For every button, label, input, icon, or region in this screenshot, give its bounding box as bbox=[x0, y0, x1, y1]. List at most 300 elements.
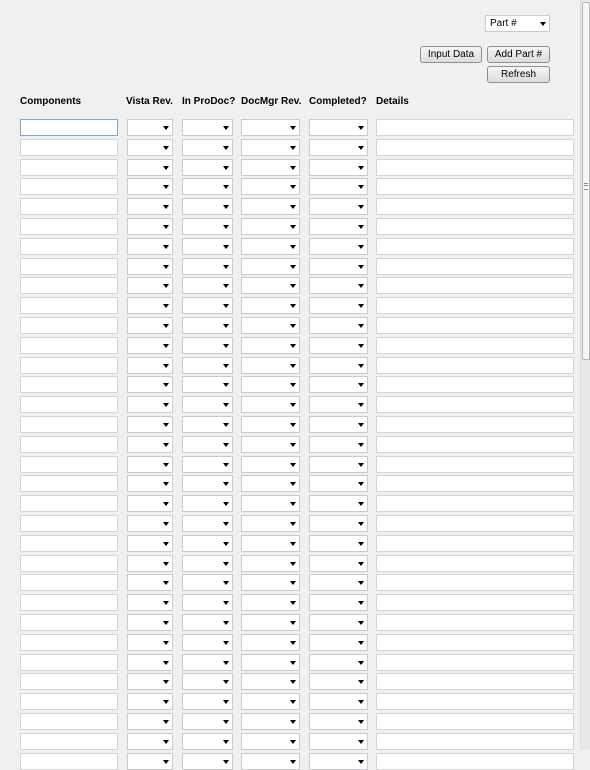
chevron-down-icon bbox=[290, 760, 296, 764]
in-prodoc-select[interactable] bbox=[182, 515, 233, 532]
chevron-down-icon bbox=[223, 284, 229, 288]
vista-rev-select[interactable] bbox=[127, 317, 173, 334]
chevron-down-icon bbox=[358, 680, 364, 684]
docmgr-rev-select[interactable] bbox=[241, 258, 300, 275]
completed-select[interactable] bbox=[309, 634, 368, 651]
components-field[interactable] bbox=[20, 456, 118, 473]
vista-rev-select[interactable] bbox=[127, 495, 173, 512]
chevron-down-icon bbox=[223, 205, 229, 209]
in-prodoc-select[interactable] bbox=[182, 456, 233, 473]
in-prodoc-select[interactable] bbox=[182, 693, 233, 710]
in-prodoc-select[interactable] bbox=[182, 238, 233, 255]
docmgr-rev-select[interactable] bbox=[241, 713, 300, 730]
completed-select[interactable] bbox=[309, 178, 368, 195]
details-field[interactable] bbox=[376, 139, 574, 156]
components-field[interactable] bbox=[20, 357, 118, 374]
grip-icon bbox=[584, 183, 588, 190]
docmgr-rev-select[interactable] bbox=[241, 139, 300, 156]
in-prodoc-select[interactable] bbox=[182, 654, 233, 671]
chevron-down-icon bbox=[290, 482, 296, 486]
chevron-down-icon bbox=[163, 225, 169, 229]
chevron-down-icon bbox=[290, 205, 296, 209]
details-field[interactable] bbox=[376, 495, 574, 512]
chevron-down-icon bbox=[223, 146, 229, 150]
completed-select[interactable] bbox=[309, 594, 368, 611]
vista-rev-select[interactable] bbox=[127, 713, 173, 730]
vista-rev-select[interactable] bbox=[127, 337, 173, 354]
chevron-down-icon bbox=[223, 502, 229, 506]
in-prodoc-select[interactable] bbox=[182, 436, 233, 453]
completed-select[interactable] bbox=[309, 337, 368, 354]
completed-select[interactable] bbox=[309, 218, 368, 235]
docmgr-rev-select[interactable] bbox=[241, 693, 300, 710]
details-field[interactable] bbox=[376, 119, 574, 136]
in-prodoc-select[interactable] bbox=[182, 574, 233, 591]
vista-rev-select[interactable] bbox=[127, 139, 173, 156]
completed-select[interactable] bbox=[309, 614, 368, 631]
chevron-down-icon bbox=[223, 463, 229, 467]
in-prodoc-select[interactable] bbox=[182, 178, 233, 195]
docmgr-rev-select[interactable] bbox=[241, 159, 300, 176]
docmgr-rev-select[interactable] bbox=[241, 535, 300, 552]
chevron-down-icon bbox=[358, 146, 364, 150]
chevron-down-icon bbox=[290, 581, 296, 585]
chevron-down-icon bbox=[358, 700, 364, 704]
in-prodoc-select[interactable] bbox=[182, 258, 233, 275]
components-field[interactable] bbox=[20, 673, 118, 690]
completed-select[interactable] bbox=[309, 159, 368, 176]
details-field[interactable] bbox=[376, 574, 574, 591]
chevron-down-icon bbox=[358, 502, 364, 506]
chevron-down-icon bbox=[358, 641, 364, 645]
header-in-prodoc: In ProDoc? bbox=[182, 96, 236, 107]
docmgr-rev-select[interactable] bbox=[241, 396, 300, 413]
completed-select[interactable] bbox=[309, 574, 368, 591]
chevron-down-icon bbox=[163, 364, 169, 368]
chevron-down-icon bbox=[163, 344, 169, 348]
completed-select[interactable] bbox=[309, 258, 368, 275]
vista-rev-select[interactable] bbox=[127, 297, 173, 314]
details-field[interactable] bbox=[376, 258, 574, 275]
in-prodoc-select[interactable] bbox=[182, 416, 233, 433]
components-field[interactable] bbox=[20, 317, 118, 334]
vista-rev-select[interactable] bbox=[127, 258, 173, 275]
chevron-down-icon bbox=[290, 641, 296, 645]
vista-rev-select[interactable] bbox=[127, 277, 173, 294]
chevron-down-icon bbox=[290, 601, 296, 605]
details-field[interactable] bbox=[376, 634, 574, 651]
details-field[interactable] bbox=[376, 337, 574, 354]
in-prodoc-select[interactable] bbox=[182, 733, 233, 750]
chevron-down-icon bbox=[223, 680, 229, 684]
chevron-down-icon bbox=[290, 403, 296, 407]
chevron-down-icon bbox=[358, 562, 364, 566]
chevron-down-icon bbox=[358, 225, 364, 229]
chevron-down-icon bbox=[290, 423, 296, 427]
components-field[interactable] bbox=[20, 594, 118, 611]
details-field[interactable] bbox=[376, 614, 574, 631]
components-field[interactable] bbox=[20, 634, 118, 651]
completed-select[interactable] bbox=[309, 436, 368, 453]
chevron-down-icon bbox=[163, 383, 169, 387]
chevron-down-icon bbox=[223, 581, 229, 585]
components-field[interactable] bbox=[20, 495, 118, 512]
chevron-down-icon bbox=[163, 482, 169, 486]
components-field[interactable] bbox=[20, 475, 118, 492]
in-prodoc-select[interactable] bbox=[182, 673, 233, 690]
in-prodoc-select[interactable] bbox=[182, 753, 233, 770]
completed-select[interactable] bbox=[309, 297, 368, 314]
chevron-down-icon bbox=[223, 364, 229, 368]
vertical-scrollbar[interactable] bbox=[580, 0, 590, 750]
docmgr-rev-select[interactable] bbox=[241, 337, 300, 354]
chevron-down-icon bbox=[358, 364, 364, 368]
completed-select[interactable] bbox=[309, 198, 368, 215]
completed-select[interactable] bbox=[309, 357, 368, 374]
completed-select[interactable] bbox=[309, 277, 368, 294]
completed-select[interactable] bbox=[309, 693, 368, 710]
details-field[interactable] bbox=[376, 376, 574, 393]
docmgr-rev-select[interactable] bbox=[241, 238, 300, 255]
in-prodoc-select[interactable] bbox=[182, 495, 233, 512]
chevron-down-icon bbox=[358, 661, 364, 665]
docmgr-rev-select[interactable] bbox=[241, 733, 300, 750]
chevron-down-icon bbox=[163, 740, 169, 744]
chevron-down-icon bbox=[223, 641, 229, 645]
components-field[interactable] bbox=[20, 733, 118, 750]
chevron-down-icon bbox=[163, 205, 169, 209]
components-field[interactable] bbox=[20, 654, 118, 671]
components-field[interactable] bbox=[20, 376, 118, 393]
vista-rev-select[interactable] bbox=[127, 673, 173, 690]
chevron-down-icon bbox=[358, 760, 364, 764]
details-field[interactable] bbox=[376, 555, 574, 572]
details-field[interactable] bbox=[376, 436, 574, 453]
details-field[interactable] bbox=[376, 594, 574, 611]
components-field[interactable] bbox=[20, 614, 118, 631]
details-field[interactable] bbox=[376, 654, 574, 671]
chevron-down-icon bbox=[223, 700, 229, 704]
docmgr-rev-select[interactable] bbox=[241, 594, 300, 611]
details-field[interactable] bbox=[376, 178, 574, 195]
details-field[interactable] bbox=[376, 238, 574, 255]
in-prodoc-select[interactable] bbox=[182, 317, 233, 334]
chevron-down-icon bbox=[163, 324, 169, 328]
chevron-down-icon bbox=[358, 185, 364, 189]
chevron-down-icon bbox=[163, 621, 169, 625]
chevron-down-icon bbox=[290, 522, 296, 526]
details-field[interactable] bbox=[376, 713, 574, 730]
vista-rev-select[interactable] bbox=[127, 416, 173, 433]
chevron-down-icon bbox=[223, 166, 229, 170]
header-details: Details bbox=[376, 96, 409, 107]
chevron-down-icon bbox=[290, 383, 296, 387]
in-prodoc-select[interactable] bbox=[182, 159, 233, 176]
components-field[interactable] bbox=[20, 297, 118, 314]
details-field[interactable] bbox=[376, 317, 574, 334]
components-field[interactable] bbox=[20, 258, 118, 275]
in-prodoc-select[interactable] bbox=[182, 218, 233, 235]
chevron-down-icon bbox=[163, 126, 169, 130]
docmgr-rev-select[interactable] bbox=[241, 119, 300, 136]
docmgr-rev-select[interactable] bbox=[241, 555, 300, 572]
in-prodoc-select[interactable] bbox=[182, 376, 233, 393]
in-prodoc-select[interactable] bbox=[182, 594, 233, 611]
docmgr-rev-select[interactable] bbox=[241, 277, 300, 294]
chevron-down-icon bbox=[290, 661, 296, 665]
chevron-down-icon bbox=[290, 364, 296, 368]
components-field[interactable] bbox=[20, 159, 118, 176]
chevron-down-icon bbox=[163, 245, 169, 249]
in-prodoc-select[interactable] bbox=[182, 337, 233, 354]
chevron-down-icon bbox=[223, 443, 229, 447]
details-field[interactable] bbox=[376, 693, 574, 710]
chevron-down-icon bbox=[223, 265, 229, 269]
chevron-down-icon bbox=[290, 463, 296, 467]
details-field[interactable] bbox=[376, 456, 574, 473]
details-field[interactable] bbox=[376, 297, 574, 314]
completed-select[interactable] bbox=[309, 317, 368, 334]
vista-rev-select[interactable] bbox=[127, 119, 173, 136]
components-field[interactable] bbox=[20, 218, 118, 235]
completed-select[interactable] bbox=[309, 673, 368, 690]
vista-rev-select[interactable] bbox=[127, 456, 173, 473]
docmgr-rev-select[interactable] bbox=[241, 456, 300, 473]
components-field[interactable] bbox=[20, 693, 118, 710]
vista-rev-select[interactable] bbox=[127, 654, 173, 671]
chevron-down-icon bbox=[358, 344, 364, 348]
details-field[interactable] bbox=[376, 475, 574, 492]
vista-rev-select[interactable] bbox=[127, 475, 173, 492]
docmgr-rev-select[interactable] bbox=[241, 198, 300, 215]
scrollbar-thumb[interactable] bbox=[582, 2, 590, 360]
completed-select[interactable] bbox=[309, 456, 368, 473]
components-field[interactable] bbox=[20, 119, 118, 136]
vista-rev-select[interactable] bbox=[127, 198, 173, 215]
chevron-down-icon bbox=[163, 284, 169, 288]
chevron-down-icon bbox=[223, 661, 229, 665]
details-field[interactable] bbox=[376, 396, 574, 413]
chevron-down-icon bbox=[290, 126, 296, 130]
completed-select[interactable] bbox=[309, 416, 368, 433]
chevron-down-icon bbox=[290, 245, 296, 249]
in-prodoc-select[interactable] bbox=[182, 535, 233, 552]
chevron-down-icon bbox=[223, 482, 229, 486]
components-field[interactable] bbox=[20, 139, 118, 156]
docmgr-rev-select[interactable] bbox=[241, 218, 300, 235]
part-number-select[interactable] bbox=[485, 15, 550, 32]
components-field[interactable] bbox=[20, 178, 118, 195]
docmgr-rev-select[interactable] bbox=[241, 475, 300, 492]
details-field[interactable] bbox=[376, 416, 574, 433]
chevron-down-icon bbox=[358, 324, 364, 328]
vista-rev-select[interactable] bbox=[127, 753, 173, 770]
in-prodoc-select[interactable] bbox=[182, 713, 233, 730]
completed-select[interactable] bbox=[309, 753, 368, 770]
docmgr-rev-select[interactable] bbox=[241, 654, 300, 671]
chevron-down-icon bbox=[358, 542, 364, 546]
completed-select[interactable] bbox=[309, 475, 368, 492]
components-field[interactable] bbox=[20, 198, 118, 215]
in-prodoc-select[interactable] bbox=[182, 277, 233, 294]
in-prodoc-select[interactable] bbox=[182, 139, 233, 156]
chevron-down-icon bbox=[290, 740, 296, 744]
details-field[interactable] bbox=[376, 198, 574, 215]
vista-rev-select[interactable] bbox=[127, 733, 173, 750]
vista-rev-select[interactable] bbox=[127, 555, 173, 572]
chevron-down-icon bbox=[358, 522, 364, 526]
chevron-down-icon bbox=[358, 284, 364, 288]
chevron-down-icon bbox=[163, 601, 169, 605]
docmgr-rev-select[interactable] bbox=[241, 357, 300, 374]
in-prodoc-select[interactable] bbox=[182, 119, 233, 136]
vista-rev-select[interactable] bbox=[127, 436, 173, 453]
docmgr-rev-select[interactable] bbox=[241, 297, 300, 314]
chevron-down-icon bbox=[163, 760, 169, 764]
chevron-down-icon bbox=[290, 324, 296, 328]
vista-rev-select[interactable] bbox=[127, 693, 173, 710]
input-data-button[interactable]: Input Data bbox=[420, 46, 482, 63]
docmgr-rev-select[interactable] bbox=[241, 416, 300, 433]
details-field[interactable] bbox=[376, 753, 574, 770]
in-prodoc-select[interactable] bbox=[182, 614, 233, 631]
components-field[interactable] bbox=[20, 238, 118, 255]
docmgr-rev-select[interactable] bbox=[241, 495, 300, 512]
chevron-down-icon bbox=[358, 601, 364, 605]
vista-rev-select[interactable] bbox=[127, 376, 173, 393]
chevron-down-icon bbox=[163, 166, 169, 170]
chevron-down-icon bbox=[163, 700, 169, 704]
completed-select[interactable] bbox=[309, 495, 368, 512]
docmgr-rev-select[interactable] bbox=[241, 673, 300, 690]
chevron-down-icon bbox=[358, 403, 364, 407]
in-prodoc-select[interactable] bbox=[182, 297, 233, 314]
in-prodoc-select[interactable] bbox=[182, 475, 233, 492]
details-field[interactable] bbox=[376, 357, 574, 374]
docmgr-rev-select[interactable] bbox=[241, 376, 300, 393]
completed-select[interactable] bbox=[309, 139, 368, 156]
completed-select[interactable] bbox=[309, 535, 368, 552]
completed-select[interactable] bbox=[309, 713, 368, 730]
chevron-down-icon bbox=[290, 542, 296, 546]
chevron-down-icon bbox=[163, 403, 169, 407]
vista-rev-select[interactable] bbox=[127, 535, 173, 552]
vista-rev-select[interactable] bbox=[127, 218, 173, 235]
chevron-down-icon bbox=[163, 720, 169, 724]
header-docmgr-rev: DocMgr Rev. bbox=[241, 96, 302, 107]
components-field[interactable] bbox=[20, 277, 118, 294]
completed-select[interactable] bbox=[309, 654, 368, 671]
docmgr-rev-select[interactable] bbox=[241, 515, 300, 532]
in-prodoc-select[interactable] bbox=[182, 555, 233, 572]
components-field[interactable] bbox=[20, 515, 118, 532]
completed-select[interactable] bbox=[309, 555, 368, 572]
vista-rev-select[interactable] bbox=[127, 634, 173, 651]
details-field[interactable] bbox=[376, 673, 574, 690]
header-components: Components bbox=[20, 96, 82, 107]
chevron-down-icon bbox=[223, 324, 229, 328]
details-field[interactable] bbox=[376, 277, 574, 294]
chevron-down-icon bbox=[358, 581, 364, 585]
vista-rev-select[interactable] bbox=[127, 396, 173, 413]
chevron-down-icon bbox=[358, 383, 364, 387]
chevron-down-icon bbox=[223, 760, 229, 764]
in-prodoc-select[interactable] bbox=[182, 198, 233, 215]
chevron-down-icon bbox=[358, 443, 364, 447]
docmgr-rev-select[interactable] bbox=[241, 178, 300, 195]
details-field[interactable] bbox=[376, 218, 574, 235]
refresh-button[interactable]: Refresh bbox=[487, 66, 550, 83]
docmgr-rev-select[interactable] bbox=[241, 753, 300, 770]
chevron-down-icon bbox=[290, 443, 296, 447]
components-field[interactable] bbox=[20, 574, 118, 591]
chevron-down-icon bbox=[358, 166, 364, 170]
vista-rev-select[interactable] bbox=[127, 178, 173, 195]
chevron-down-icon bbox=[358, 423, 364, 427]
in-prodoc-select[interactable] bbox=[182, 396, 233, 413]
chevron-down-icon bbox=[163, 522, 169, 526]
vista-rev-select[interactable] bbox=[127, 357, 173, 374]
chevron-down-icon bbox=[358, 245, 364, 249]
components-field[interactable] bbox=[20, 535, 118, 552]
components-field[interactable] bbox=[20, 713, 118, 730]
vista-rev-select[interactable] bbox=[127, 238, 173, 255]
chevron-down-icon bbox=[223, 720, 229, 724]
completed-select[interactable] bbox=[309, 396, 368, 413]
vista-rev-select[interactable] bbox=[127, 159, 173, 176]
details-field[interactable] bbox=[376, 733, 574, 750]
chevron-down-icon bbox=[223, 522, 229, 526]
components-field[interactable] bbox=[20, 396, 118, 413]
vista-rev-select[interactable] bbox=[127, 594, 173, 611]
chevron-down-icon bbox=[290, 621, 296, 625]
components-field[interactable] bbox=[20, 337, 118, 354]
docmgr-rev-select[interactable] bbox=[241, 614, 300, 631]
docmgr-rev-select[interactable] bbox=[241, 634, 300, 651]
components-field[interactable] bbox=[20, 436, 118, 453]
chevron-down-icon bbox=[223, 562, 229, 566]
header-completed: Completed? bbox=[309, 96, 367, 107]
details-field[interactable] bbox=[376, 159, 574, 176]
completed-select[interactable] bbox=[309, 238, 368, 255]
vista-rev-select[interactable] bbox=[127, 574, 173, 591]
docmgr-rev-select[interactable] bbox=[241, 436, 300, 453]
completed-select[interactable] bbox=[309, 515, 368, 532]
details-field[interactable] bbox=[376, 535, 574, 552]
vista-rev-select[interactable] bbox=[127, 515, 173, 532]
chevron-down-icon bbox=[223, 344, 229, 348]
completed-select[interactable] bbox=[309, 376, 368, 393]
components-field[interactable] bbox=[20, 753, 118, 770]
components-field[interactable] bbox=[20, 555, 118, 572]
chevron-down-icon bbox=[290, 700, 296, 704]
chevron-down-icon bbox=[290, 304, 296, 308]
docmgr-rev-select[interactable] bbox=[241, 574, 300, 591]
in-prodoc-select[interactable] bbox=[182, 357, 233, 374]
details-field[interactable] bbox=[376, 515, 574, 532]
completed-select[interactable] bbox=[309, 733, 368, 750]
docmgr-rev-select[interactable] bbox=[241, 317, 300, 334]
vista-rev-select[interactable] bbox=[127, 614, 173, 631]
completed-select[interactable] bbox=[309, 119, 368, 136]
chevron-down-icon bbox=[163, 463, 169, 467]
components-field[interactable] bbox=[20, 416, 118, 433]
add-part-button[interactable]: Add Part # bbox=[487, 46, 550, 63]
chevron-down-icon bbox=[163, 146, 169, 150]
chevron-down-icon bbox=[163, 265, 169, 269]
in-prodoc-select[interactable] bbox=[182, 634, 233, 651]
chevron-down-icon bbox=[290, 720, 296, 724]
